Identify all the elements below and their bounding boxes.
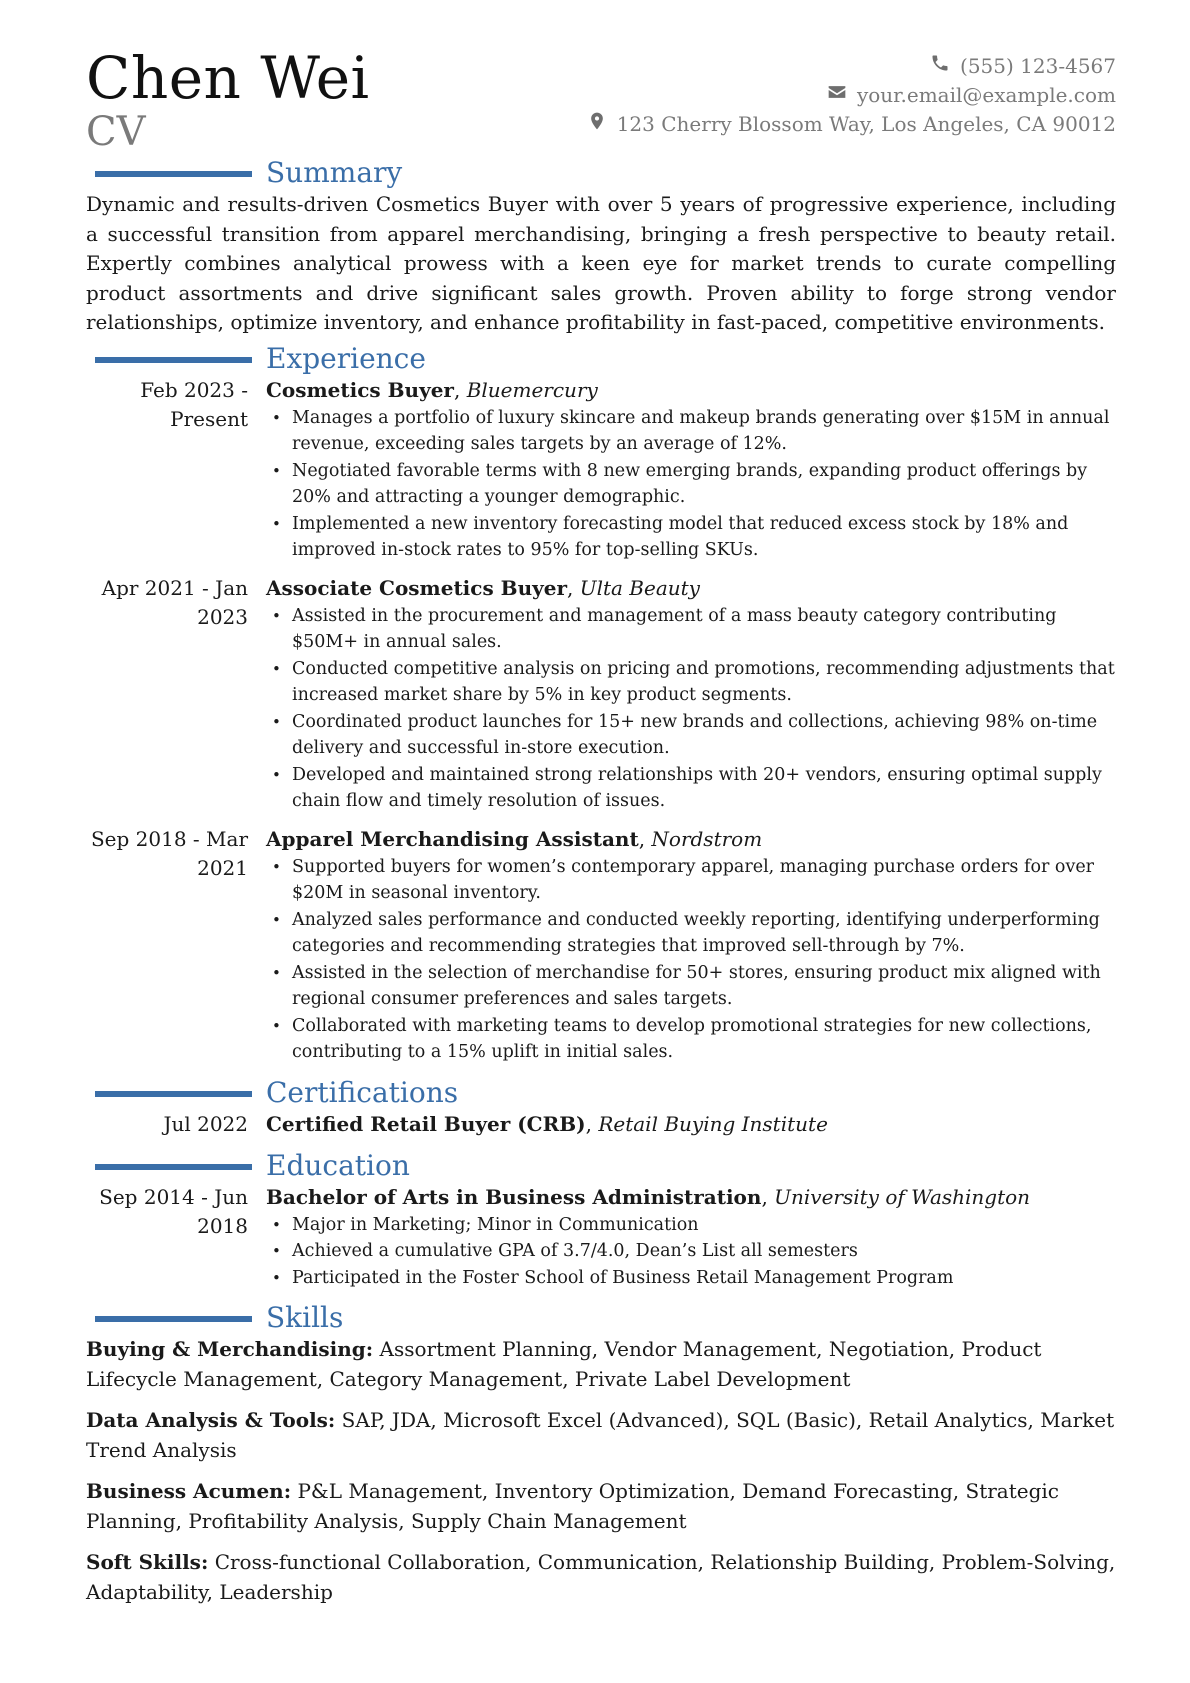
certifications-heading xyxy=(86,1076,1116,1110)
experience-entry xyxy=(86,825,1116,1066)
entry-bullets xyxy=(266,1212,1116,1292)
section-title: Skills xyxy=(266,1301,344,1334)
section-title: Experience xyxy=(266,341,426,375)
cv-header xyxy=(86,46,1116,154)
summary-heading xyxy=(86,156,1116,190)
section-accent-bar xyxy=(95,1091,252,1097)
skill-group xyxy=(86,1477,1116,1536)
entry-title: Bachelor of Arts in Business Administration, University of Washington xyxy=(266,1184,1031,1209)
postal-address: 123 Cherry Blossom Way, Los Angeles, CA 90012 xyxy=(616,112,1116,136)
section-accent-bar xyxy=(95,171,252,177)
bullet-item: • Major in Marketing; Minor in Communication xyxy=(292,1212,1116,1239)
entry-date: Apr 2021 - Jan 2023 xyxy=(101,575,248,629)
skill-group xyxy=(86,1335,1116,1394)
skill-group xyxy=(86,1406,1116,1465)
certification-entry xyxy=(86,1110,1116,1139)
entry-title: Apparel Merchandising Assistant, Nordstrom xyxy=(266,826,763,851)
job-title: Cosmetics Buyer xyxy=(266,377,454,402)
skill-list: Cross-functional Collaboration, Communication, Relationship Building, Problem-Solving, Adaptability, Leadership xyxy=(86,1550,1116,1604)
bullet-item: • Implemented a new inventory forecasting model that reduced excess stock by 18% and improved in-stock rates to 95% for top-selling SKUs. xyxy=(292,511,1116,564)
skills-heading xyxy=(86,1301,1116,1335)
contact-address xyxy=(587,110,1116,139)
experience-heading xyxy=(86,342,1116,376)
summary-text: Dynamic and results-driven Cosmetics Buyer with over 5 years of progressive experience, including a successful transition from apparel merchandising, bringing a fresh perspective to beauty retail. Expertly combines analytical prowess with a keen eye for market trends to curate compelling product assortments and drive significant sales growth. Proven ability to forge strong vendor relationships, optimize inventory, and enhance profitability in fast-paced, competitive environments. xyxy=(86,192,1116,334)
job-title: Apparel Merchandising Assistant xyxy=(266,826,639,851)
skill-label: Business Acumen: xyxy=(86,1479,292,1503)
experience-entry xyxy=(86,574,1116,815)
entry-title: Certified Retail Buyer (CRB), Retail Buying Institute xyxy=(266,1111,828,1136)
person-name: Chen Wei xyxy=(86,44,370,112)
entry-bullets xyxy=(266,603,1116,815)
bullet-item: • Analyzed sales performance and conducted weekly reporting, identifying underperforming categories and recommending strategies that improved sell-through by 7%. xyxy=(292,907,1116,960)
bullet-item: • Conducted competitive analysis on pricing and promotions, recommending adjustments that increased market share by 5% in key product segments. xyxy=(292,656,1116,709)
skill-list: SAP, JDA, Microsoft Excel (Advanced), SQL (Basic), Retail Analytics, Market Trend Analysis xyxy=(86,1408,1115,1462)
skill-label: Data Analysis & Tools: xyxy=(86,1408,336,1432)
entry-date: Feb 2023 - Present xyxy=(140,377,248,431)
cv-page xyxy=(86,46,1116,1619)
skill-list: Assortment Planning, Vendor Management, Negotiation, Product Lifecycle Management, Category Management, Private Label Development xyxy=(86,1337,1042,1391)
entry-bullets xyxy=(266,405,1116,564)
employer: Bluemercury xyxy=(466,377,598,402)
issuer: Retail Buying Institute xyxy=(598,1111,828,1136)
entry-date: Jul 2022 xyxy=(163,1111,248,1136)
contact-phone xyxy=(587,52,1116,81)
document-type: CV xyxy=(86,109,146,155)
degree: Bachelor of Arts in Business Administration xyxy=(266,1184,762,1209)
bullet-item: • Assisted in the selection of merchandise for 50+ stores, ensuring product mix aligned with regional consumer preferences and sales targets. xyxy=(292,960,1116,1013)
institution: University of Washington xyxy=(774,1184,1031,1209)
bullet-item: • Manages a portfolio of luxury skincare and makeup brands generating over $15M in annual revenue, exceeding sales targets by an average of 12%. xyxy=(292,405,1116,458)
employer: Ulta Beauty xyxy=(579,575,700,600)
employer: Nordstrom xyxy=(651,826,763,851)
section-accent-bar xyxy=(95,1316,252,1322)
education-heading xyxy=(86,1149,1116,1183)
entry-title: Cosmetics Buyer, Bluemercury xyxy=(266,377,598,402)
skill-label: Buying & Merchandising: xyxy=(86,1337,374,1361)
experience-entry xyxy=(86,376,1116,564)
entry-bullets xyxy=(266,854,1116,1066)
entry-date: Sep 2018 - Mar 2021 xyxy=(90,826,248,880)
bullet-item: • Participated in the Foster School of Business Retail Management Program xyxy=(292,1265,1116,1292)
skill-group xyxy=(86,1548,1116,1607)
entry-title: Associate Cosmetics Buyer, Ulta Beauty xyxy=(266,575,700,600)
email-address[interactable]: your.email@example.com xyxy=(856,83,1116,107)
bullet-item: • Achieved a cumulative GPA of 3.7/4.0, Dean’s List all semesters xyxy=(292,1238,1116,1265)
skill-list: P&L Management, Inventory Optimization, Demand Forecasting, Strategic Planning, Profitability Analysis, Supply Chain Management xyxy=(86,1479,1060,1533)
education-entry xyxy=(86,1183,1116,1292)
contact-info xyxy=(587,52,1116,139)
bullet-item: • Supported buyers for women’s contemporary apparel, managing purchase orders for over $20M in seasonal inventory. xyxy=(292,854,1116,907)
section-title: Education xyxy=(266,1148,410,1182)
phone-icon xyxy=(930,52,950,81)
bullet-item: • Assisted in the procurement and management of a mass beauty category contributing $50M+ in annual sales. xyxy=(292,603,1116,656)
section-accent-bar xyxy=(95,1164,252,1170)
map-marker-icon xyxy=(587,110,607,139)
section-title: Summary xyxy=(266,156,403,189)
certification-name: Certified Retail Buyer (CRB) xyxy=(266,1111,586,1136)
job-title: Associate Cosmetics Buyer xyxy=(266,575,568,600)
phone-number: (555) 123-4567 xyxy=(960,54,1116,78)
contact-email xyxy=(587,81,1116,110)
section-accent-bar xyxy=(95,357,252,363)
bullet-item: • Collaborated with marketing teams to develop promotional strategies for new collections, contributing to a 15% uplift in initial sales. xyxy=(292,1013,1116,1066)
bullet-item: • Developed and maintained strong relationships with 20+ vendors, ensuring optimal supply chain flow and timely resolution of issues. xyxy=(292,762,1116,815)
envelope-icon xyxy=(827,81,847,110)
skill-label: Soft Skills: xyxy=(86,1550,209,1574)
bullet-item: • Negotiated favorable terms with 8 new emerging brands, expanding product offerings by 20% and attracting a younger demographic. xyxy=(292,458,1116,511)
section-title: Certifications xyxy=(266,1075,459,1109)
bullet-item: • Coordinated product launches for 15+ new brands and collections, achieving 98% on-time delivery and successful in-store execution. xyxy=(292,709,1116,762)
entry-date: Sep 2014 - Jun 2018 xyxy=(99,1184,248,1238)
